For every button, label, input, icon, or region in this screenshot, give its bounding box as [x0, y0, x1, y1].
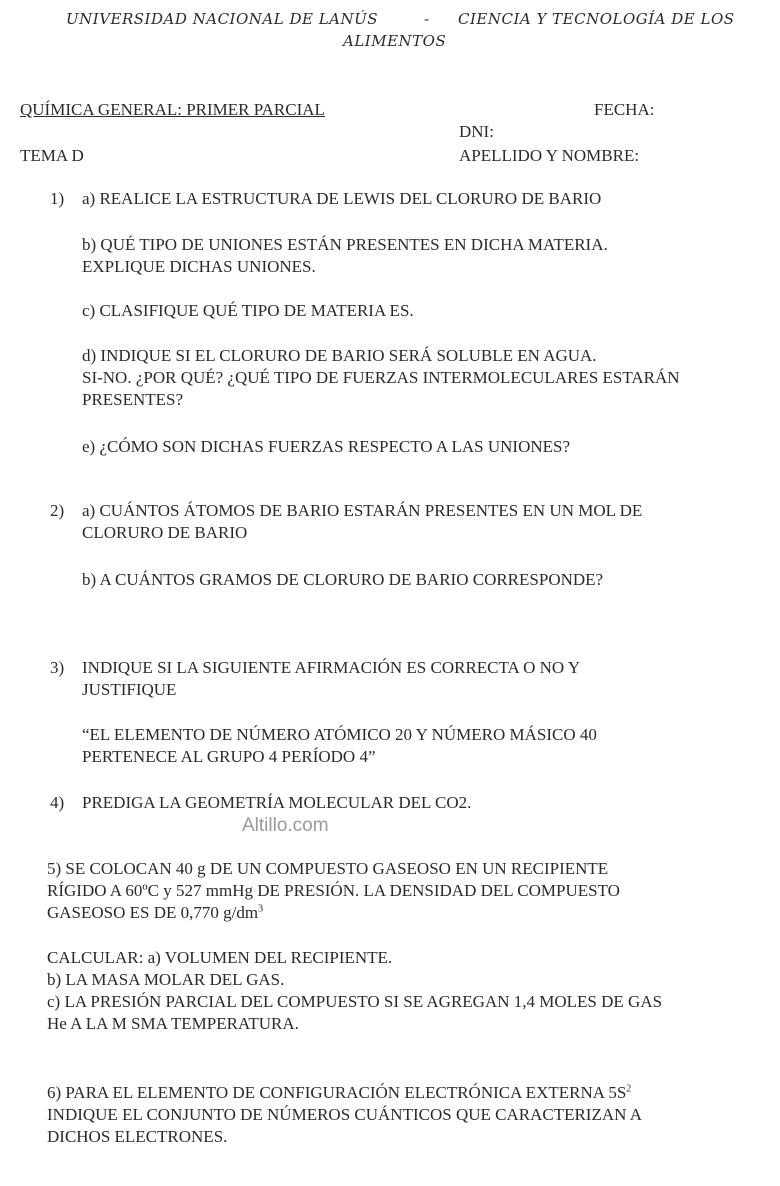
q5-line3-text: GASEOSO ES DE 0,770 g/dm	[47, 903, 259, 922]
q4-text: PREDIGA LA GEOMETRÍA MOLECULAR DEL CO2.	[82, 793, 472, 812]
q5-line3	[47, 902, 263, 924]
q1-a: a) REALICE LA ESTRUCTURA DE LEWIS DEL CLORURO DE BARIO	[82, 189, 602, 208]
tema-label: TEMA D	[20, 146, 84, 165]
q2-a-line2: CLORURO DE BARIO	[82, 523, 248, 542]
q5-calc-b: b) LA MASA MOLAR DEL GAS.	[47, 970, 285, 989]
q5-exponent: 3	[258, 903, 264, 915]
watermark-logo: Altillo.com	[242, 815, 329, 836]
q4-number: 4)	[50, 793, 65, 812]
nombre-label: APELLIDO Y NOMBRE:	[459, 146, 640, 165]
q3-quote-line1: “EL ELEMENTO DE NÚMERO ATÓMICO 20 Y NÚMERO MÁSICO 40	[82, 725, 597, 744]
q5-calc-a: CALCULAR: a) VOLUMEN DEL RECIPIENTE.	[47, 948, 393, 967]
header-separator: -	[424, 10, 430, 28]
faculty-name-cont: ALIMENTOS	[343, 32, 447, 50]
q1-c: c) CLASIFIQUE QUÉ TIPO DE MATERIA ES.	[82, 301, 414, 320]
q5-line2: RÍGIDO A 60ºC y 527 mmHg DE PRESIÓN. LA DENSIDAD DEL COMPUESTO	[47, 881, 620, 900]
q2-b: b) A CUÁNTOS GRAMOS DE CLORURO DE BARIO CORRESPONDE?	[82, 570, 604, 589]
q1-e: e) ¿CÓMO SON DICHAS FUERZAS RESPECTO A LAS UNIONES?	[82, 437, 571, 456]
q6-line3: DICHOS ELECTRONES.	[47, 1127, 228, 1146]
q2-number: 2)	[50, 501, 65, 520]
q3-number: 3)	[50, 658, 65, 677]
q2-a-line1: a) CUÁNTOS ÁTOMOS DE BARIO ESTARÁN PRESENTES EN UN MOL DE	[82, 501, 643, 520]
q3-quote-line2: PERTENECE AL GRUPO 4 PERÍODO 4”	[82, 747, 376, 766]
q5-calc-c-cont: He A LA M SMA TEMPERATURA.	[47, 1014, 299, 1033]
q1-number: 1)	[50, 189, 65, 208]
fecha-label: FECHA:	[594, 100, 655, 119]
q3-line1: INDIQUE SI LA SIGUIENTE AFIRMACIÓN ES CORRECTA O NO Y	[82, 658, 581, 677]
q1-d-line1: d) INDIQUE SI EL CLORURO DE BARIO SERÁ SOLUBLE EN AGUA.	[82, 346, 597, 365]
q6-line2: INDIQUE EL CONJUNTO DE NÚMEROS CUÁNTICOS QUE CARACTERIZAN A	[47, 1105, 642, 1124]
q1-b-line2: EXPLIQUE DICHAS UNIONES.	[82, 257, 316, 276]
exam-title: QUÍMICA GENERAL: PRIMER PARCIAL	[20, 100, 325, 119]
faculty-name: CIENCIA Y TECNOLOGÍA DE LOS	[458, 10, 735, 28]
q3-line2: JUSTIFIQUE	[82, 680, 177, 699]
q5-calc-c: c) LA PRESIÓN PARCIAL DEL COMPUESTO SI SE AGREGAN 1,4 MOLES DE GAS	[47, 992, 663, 1011]
q6-exponent: 2	[626, 1083, 632, 1095]
q1-b-line1: b) QUÉ TIPO DE UNIONES ESTÁN PRESENTES EN DICHA MATERIA.	[82, 235, 608, 254]
q6-line1	[47, 1082, 631, 1104]
university-name: UNIVERSIDAD NACIONAL DE LANÚS	[66, 10, 379, 28]
q6-line1-text: 6) PARA EL ELEMENTO DE CONFIGURACIÓN ELECTRÓNICA EXTERNA 5S	[47, 1083, 627, 1102]
q1-d-line2: SI-NO. ¿POR QUÉ? ¿QUÉ TIPO DE FUERZAS INTERMOLECULARES ESTARÁN	[82, 368, 680, 387]
q1-d-line3: PRESENTES?	[82, 390, 184, 409]
dni-label: DNI:	[459, 122, 494, 141]
q5-line1: 5) SE COLOCAN 40 g DE UN COMPUESTO GASEOSO EN UN RECIPIENTE	[47, 859, 609, 878]
